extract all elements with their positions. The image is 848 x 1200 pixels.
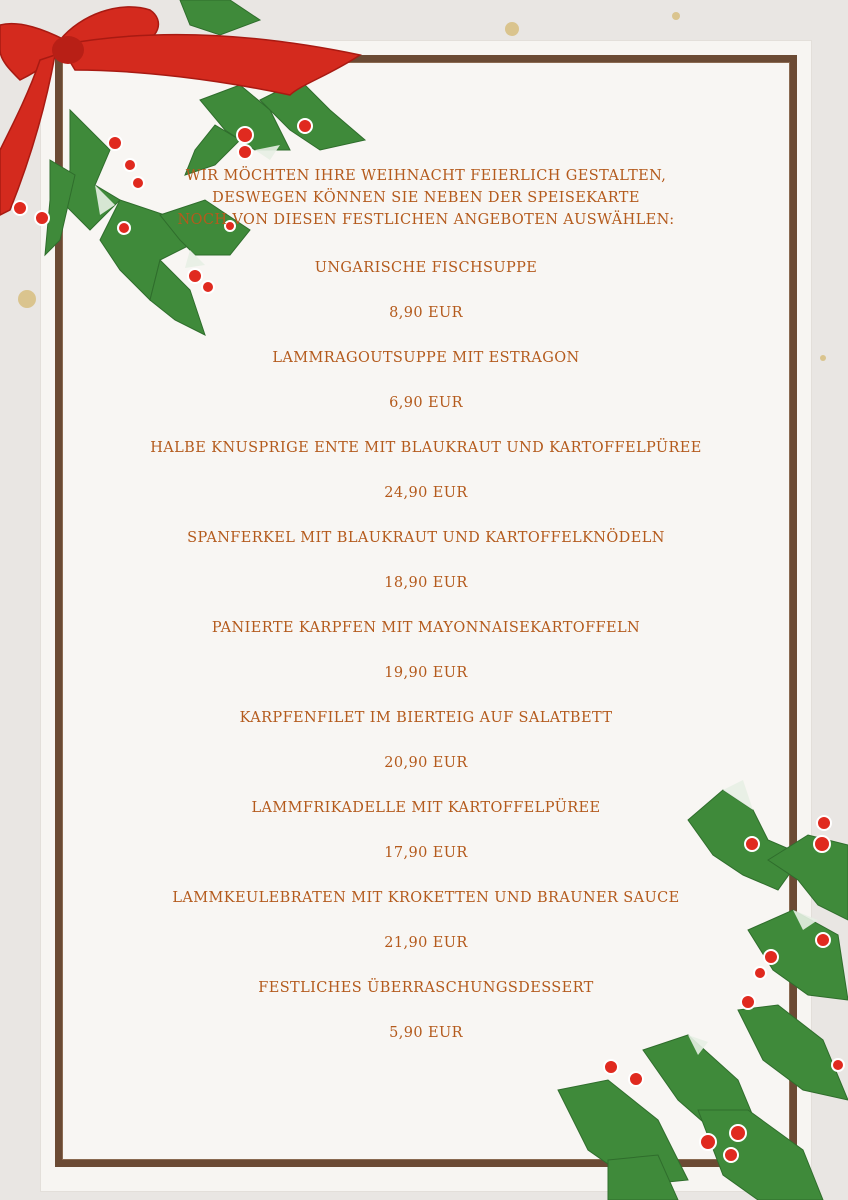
menu-item-name: FESTLICHES ÜBERRASCHUNGSDESSERT — [258, 980, 594, 996]
intro-line: NOCH VON DIESEN FESTLICHEN ANGEBOTEN AUSWÄHLEN: — [177, 212, 675, 228]
menu-item — [62, 709, 790, 799]
menu-intro — [62, 165, 790, 231]
menu-item-price: 24,90 EUR — [384, 485, 468, 501]
menu-item-name: HALBE KNUSPRIGE ENTE MIT BLAUKRAUT UND KARTOFFELPÜREE — [150, 440, 702, 456]
menu-item-name: SPANFERKEL MIT BLAUKRAUT UND KARTOFFELKNÖDELN — [187, 530, 665, 546]
menu-item-price: 6,90 EUR — [389, 395, 463, 411]
gold-confetti-dot — [820, 355, 826, 361]
menu-item-price: 21,90 EUR — [384, 935, 468, 951]
gold-confetti-dot — [505, 22, 519, 36]
menu-item-name: LAMMKEULEBRATEN MIT KROKETTEN UND BRAUNER SAUCE — [172, 890, 680, 906]
menu-item-name: LAMMFRIKADELLE MIT KARTOFFELPÜREE — [251, 800, 601, 816]
menu-item — [62, 799, 790, 889]
menu-item — [62, 619, 790, 709]
menu-item-price: 18,90 EUR — [384, 575, 468, 591]
menu-item-price: 19,90 EUR — [384, 665, 468, 681]
menu-item-name: UNGARISCHE FISCHSUPPE — [314, 260, 538, 276]
menu-item — [62, 439, 790, 529]
gold-confetti-dot — [672, 12, 680, 20]
menu-item-name: KARPFENFILET IM BIERTEIG AUF SALATBETT — [239, 710, 613, 726]
menu-item-price: 5,90 EUR — [389, 1025, 463, 1041]
intro-line: WIR MÖCHTEN IHRE WEIHNACHT FEIERLICH GESTALTEN, — [185, 168, 667, 184]
menu-item — [62, 979, 790, 1069]
christmas-menu — [62, 165, 790, 1069]
intro-line: DESWEGEN KÖNNEN SIE NEBEN DER SPEISEKARTE — [212, 190, 640, 206]
menu-item-price: 20,90 EUR — [384, 755, 468, 771]
menu-item-name: LAMMRAGOUTSUPPE MIT ESTRAGON — [272, 350, 580, 366]
menu-item — [62, 259, 790, 349]
menu-item — [62, 349, 790, 439]
menu-item — [62, 529, 790, 619]
menu-item-price: 8,90 EUR — [389, 305, 463, 321]
menu-item-price: 17,90 EUR — [384, 845, 468, 861]
menu-item — [62, 889, 790, 979]
menu-item-name: PANIERTE KARPFEN MIT MAYONNAISEKARTOFFELN — [211, 620, 641, 636]
